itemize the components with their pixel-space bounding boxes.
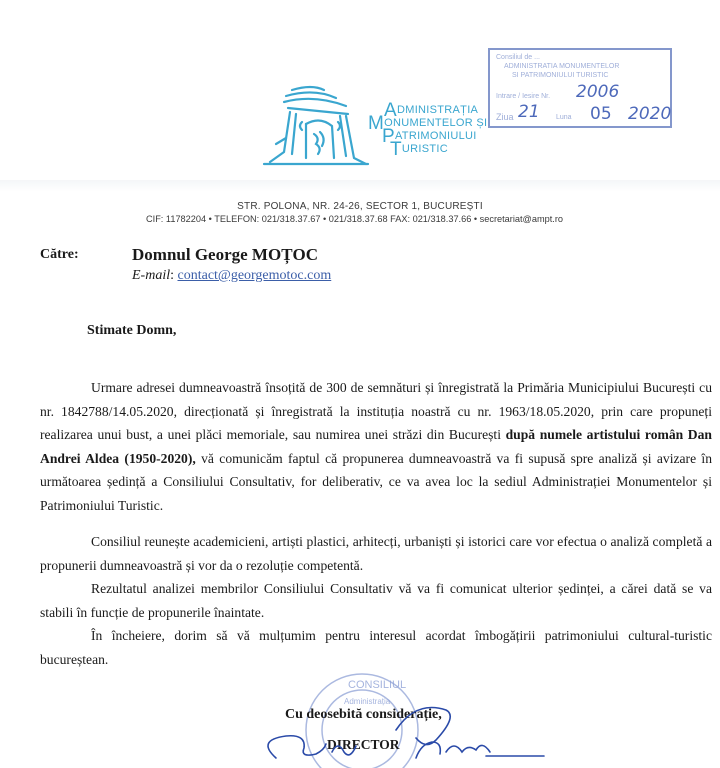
arch-monument-icon (262, 82, 370, 168)
recipient-email-link[interactable]: contact@georgemotoc.com (177, 268, 332, 283)
stamp-luna-label: Luna (556, 114, 572, 121)
signatory-title: DIRECTOR (327, 737, 400, 752)
svg-text:CONSILIUL: CONSILIUL (348, 679, 407, 691)
header-contact: CIF: 11782204 • TELEFON: 021/318.37.67 • 021/318.37.68 FAX: 021/318.37.66 • secretariat@ampt.ro (146, 214, 564, 224)
organization-wordmark: ADMINISTRAȚIA MONUMENTELOR ȘI PATRIMONIULUI TURISTIC (368, 100, 488, 160)
registration-stamp (488, 48, 672, 128)
handwritten-signature-icon (246, 700, 546, 760)
header-divider (0, 180, 720, 192)
recipient-name: Domnul George MOȚOC (132, 245, 319, 264)
letter-paragraph-1: Urmare adresei dumneavoastră însoțită de 300 de semnături și înregistrată la Primăria Municipiului București cu nr. 1842788/14.05.2020, direcționată și înregistrată la instituția noastră cu nr. 1963/18.05.2020, prin care propuneți realizarea unui bust, a unei plăci memoriale, sau numirea unei străzi din București după numele artistului român Dan Andrei Aldea (1950-2020), vă comunicăm faptul că propunerea dumneavoastră va fi supusă spre analiză și avizare în următoarea ședință a Consiliului Consultativ, for deliberativ, ce va avea loc la sediul Administrației Monumentelor și Patrimoniului Turistic. (40, 380, 713, 513)
letter-closing: Cu deosebită considerație, (285, 707, 442, 722)
stamp-line-1: Consiliul de ... (496, 54, 540, 61)
stamp-line-3: SI PATRIMONIULUI TURISTIC (512, 72, 609, 79)
recipient-email-row: E-mail: contact@georgemotoc.com (132, 268, 332, 283)
highlighted-artist-name: după numele artistului român Dan Andrei Aldea (1950-2020), (40, 427, 712, 466)
header-address: STR. POLONA, NR. 24-26, SECTOR 1, BUCUREȘTI (237, 201, 483, 212)
stamp-intrare-label: Intrare / Iesire Nr. (496, 93, 551, 100)
stamp-luna-value: 05 (590, 104, 612, 124)
letter-paragraph-4: În încheiere, dorim să vă mulțumim pentru interesul acordat îmbogățirii patrimoniului cultural-turistic bucureștean. (40, 628, 712, 667)
letter-paragraph-2: Consiliul reunește academicieni, artiști plastici, arhitecți, urbaniști și istorici care vor efectua o analiză completă a propunerii dumneavoastră și vor da o rezoluție competentă. (40, 534, 712, 573)
stamp-intrare-value: 2006 (576, 82, 620, 102)
stamp-ziua-value: 21 (518, 102, 540, 122)
stamp-line-2: ADMINISTRATIA MONUMENTELOR (504, 63, 620, 70)
email-label: E-mail (132, 268, 171, 283)
stamp-ziua-label: Ziua (496, 112, 514, 122)
recipient-label: Către: (40, 247, 79, 262)
stamp-year-value: 2020 (628, 104, 672, 124)
svg-text:Administrația: Administrația (344, 697, 391, 706)
letter-paragraph-3: Rezultatul analizei membrilor Consiliului Consultativ vă va fi comunicat ulterior ședinței, a cărei dată se va stabili în funcție de propunerile înaintate. (40, 581, 712, 620)
letter-greeting: Stimate Domn, (87, 323, 177, 338)
